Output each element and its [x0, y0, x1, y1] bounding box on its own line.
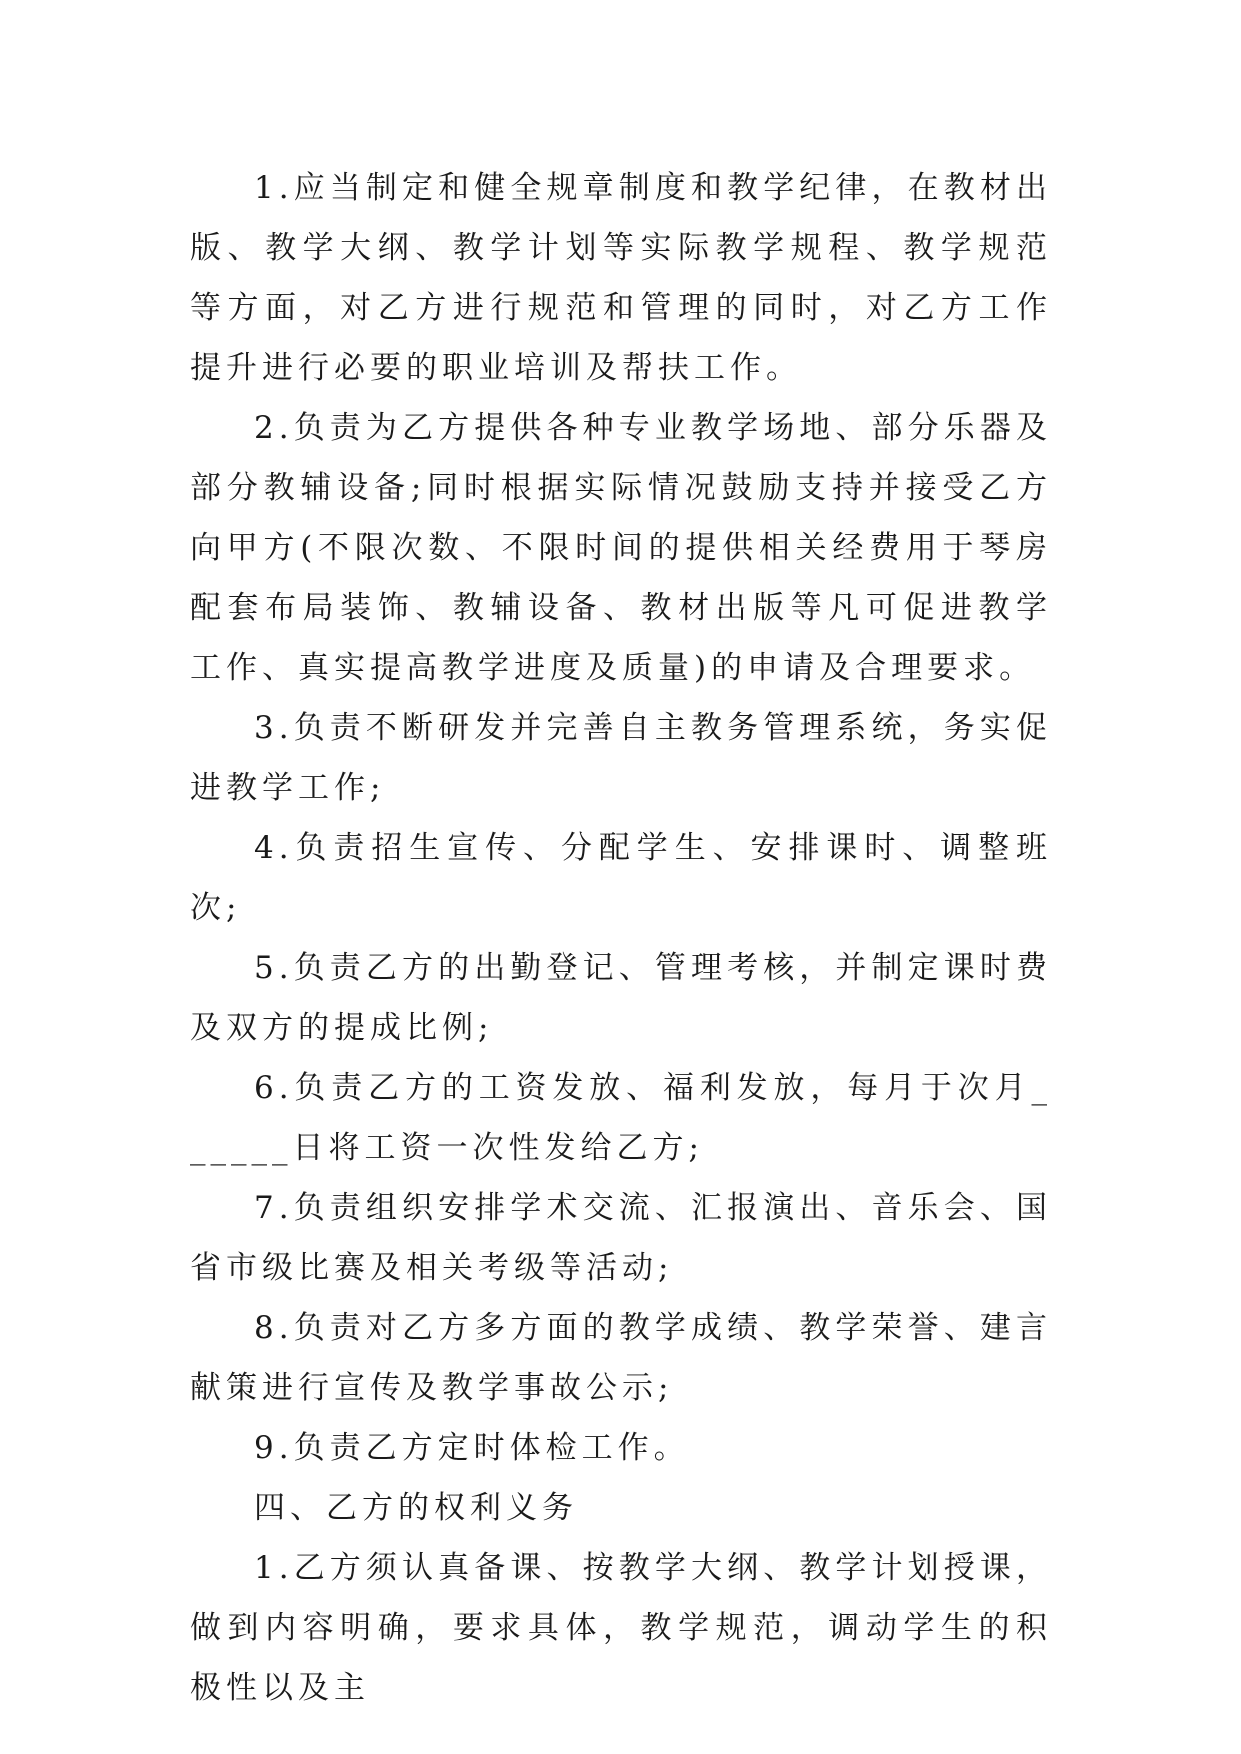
section-clause-1: 1.乙方须认真备课、按教学大纲、教学计划授课，做到内容明确，要求具体，教学规范，调动学生的积极性以及主 [190, 1550, 1052, 1706]
clause-4: 4.负责招生宣传、分配学生、安排课时、调整班次; [190, 830, 1052, 926]
clause-2: 2.负责为乙方提供各种专业教学场地、部分乐器及部分教辅设备;同时根据实际情况鼓励支持并接受乙方向甲方(不限次数、不限时间的提供相关经费用于琴房配套布局装饰、教辅设备、教材出版等凡可促进教学工作、真实提高教学进度及质量)的申请及合理要求。 [190, 410, 1052, 686]
clause-1: 1.应当制定和健全规章制度和教学纪律，在教材出版、教学大纲、教学计划等实际教学规程、教学规范等方面，对乙方进行规范和管理的同时，对乙方工作提升进行必要的职业培训及帮扶工作。 [190, 170, 1052, 386]
clause-5: 5.负责乙方的出勤登记、管理考核，并制定课时费及双方的提成比例; [190, 950, 1052, 1046]
clause-6: 6.负责乙方的工资发放、福利发放，每月于次月______日将工资一次性发给乙方; [190, 1070, 1052, 1166]
document-page [190, 158, 1052, 1718]
section-heading: 四、乙方的权利义务 [254, 1490, 578, 1526]
clause-7: 7.负责组织安排学术交流、汇报演出、音乐会、国省市级比赛及相关考级等活动; [190, 1190, 1052, 1286]
clause-9: 9.负责乙方定时体检工作。 [254, 1430, 690, 1466]
clause-3: 3.负责不断研发并完善自主教务管理系统，务实促进教学工作; [190, 710, 1052, 806]
clause-8: 8.负责对乙方多方面的教学成绩、教学荣誉、建言献策进行宣传及教学事故公示; [190, 1310, 1052, 1406]
